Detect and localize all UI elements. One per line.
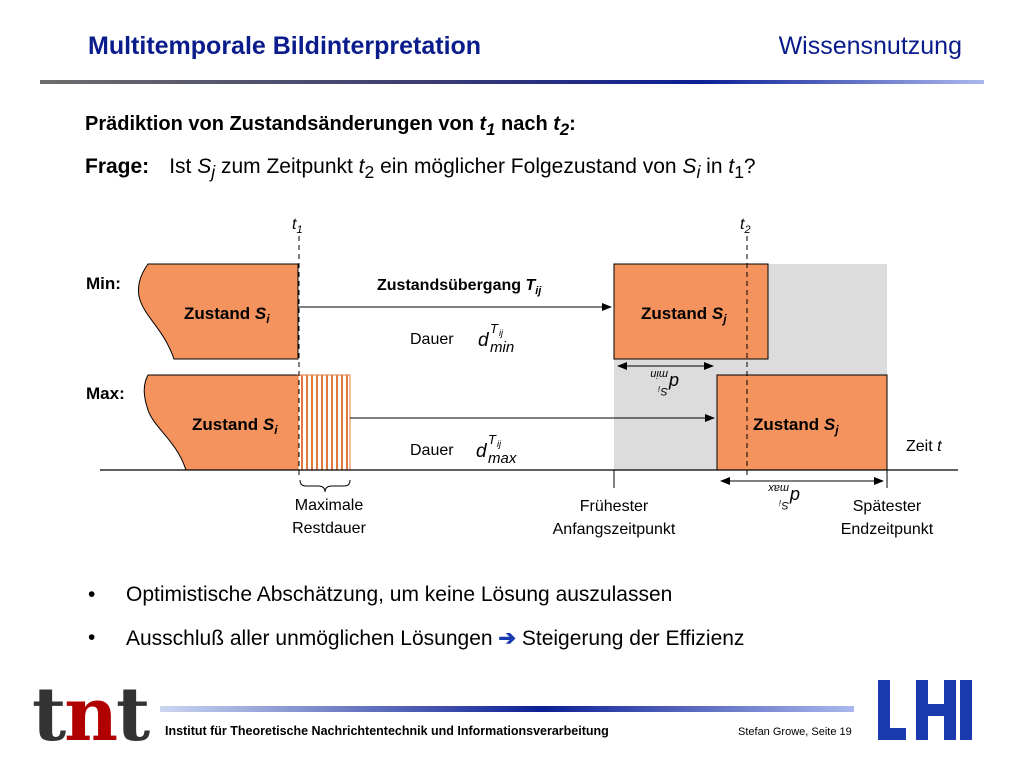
latest-label-2: Endzeitpunkt <box>840 521 934 538</box>
footer-divider <box>160 706 854 712</box>
bullet-item <box>88 626 744 669</box>
tnt-logo-t1: t <box>32 672 65 758</box>
question-two: 2 <box>364 162 375 183</box>
tnt-logo-t2: t <box>116 672 149 758</box>
tnt-logo-n: n <box>64 672 116 758</box>
footer-author-page: Stefan Growe, Seite 19 <box>738 726 852 738</box>
dmax-mirrored-label <box>768 482 800 511</box>
subtitle-prefix: Prädiktion von Zustandsänderungen von <box>85 113 480 135</box>
duration-max-word: Dauer <box>410 442 454 459</box>
rest-duration-brace <box>300 480 350 492</box>
t1-label: $t_1$ <box>292 216 303 236</box>
duration-min-word: Dauer <box>410 331 454 348</box>
question-part1: Ist <box>169 155 198 178</box>
earliest-label-2: Anfangszeitpunkt <box>552 521 676 538</box>
d-max-sup-T: T <box>488 432 496 447</box>
question-t-b: t <box>728 155 735 178</box>
d-min-sup-T: T <box>490 321 498 336</box>
subtitle-suffix: : <box>569 113 576 135</box>
footer-institute: Institut für Theoretische Nachrichtentechnik und Informationsverarbeitung <box>165 724 609 738</box>
svg-text:d: d <box>789 486 800 506</box>
d-min-symbol: d <box>478 330 489 351</box>
transition-label: Zustandsübergang $T_{ij}$ <box>377 277 542 297</box>
subtitle-middle: nach <box>495 113 554 135</box>
max-rest-label-1: Maximale <box>294 497 364 514</box>
bullet-icon: • <box>88 583 96 606</box>
bullet-list <box>88 583 744 669</box>
state-sj-max-label: Zustand $S_j$ <box>753 415 839 437</box>
t2-label: $t_2$ <box>740 216 751 236</box>
question-j: j <box>211 162 216 183</box>
question-label: Frage: <box>85 155 150 178</box>
svg-text:i: i <box>779 498 781 507</box>
max-rest-duration-block <box>298 375 350 470</box>
question-i: i <box>696 162 701 183</box>
right-arrow-icon: ➔ <box>498 627 517 650</box>
question-S: S <box>197 155 212 178</box>
d-max-sub: max <box>488 450 517 467</box>
subtitle-t1-sub: 1 <box>486 120 496 139</box>
bullet-text-pre: Ausschluß aller unmöglichen Lösungen <box>126 627 499 650</box>
svg-text:max: max <box>768 482 789 494</box>
shade-upper <box>768 264 887 359</box>
question-part5: ? <box>743 155 756 178</box>
slide-title: Multitemporale Bildinterpretation <box>88 32 482 60</box>
subtitle-t2: t <box>553 113 560 135</box>
question-part2: zum Zeitpunkt <box>215 155 359 178</box>
bullet-icon: • <box>88 626 96 649</box>
row-min-label: Min: <box>86 274 121 293</box>
subtitle-t2-sub: 2 <box>559 120 570 139</box>
d-max-sup-ij: ij <box>497 439 501 449</box>
max-rest-label-2: Restdauer <box>292 520 366 537</box>
question-t: t <box>358 155 365 178</box>
question-part4: in <box>700 155 729 178</box>
row-max-label: Max: <box>86 384 125 403</box>
latest-label-1: Spätester <box>852 498 922 515</box>
luh-logo <box>878 680 972 740</box>
svg-text:S: S <box>781 499 789 511</box>
tnt-logo <box>32 672 149 758</box>
time-axis-label: Zeit t <box>906 438 942 455</box>
question-S2: S <box>682 155 697 178</box>
state-si-min-label: Zustand $S_i$ <box>184 304 270 326</box>
bullet-item <box>88 583 744 626</box>
question-one: 1 <box>734 162 744 183</box>
section-title: Wissensnutzung <box>778 32 962 60</box>
bullet-text: Optimistische Abschätzung, um keine Lösung auszulassen <box>126 583 673 606</box>
question-part3: ein möglicher Folgezustand von <box>374 155 683 178</box>
svg-text:S: S <box>660 385 668 397</box>
subtitle-t1: t <box>479 113 487 135</box>
d-min-sup-ij: ij <box>499 328 503 338</box>
state-si-max-label: Zustand $S_i$ <box>192 415 278 437</box>
svg-text:i: i <box>658 384 660 393</box>
svg-text:d: d <box>668 372 679 392</box>
d-min-sub: min <box>490 339 515 356</box>
svg-text:min: min <box>650 368 668 380</box>
d-max-symbol: d <box>476 441 487 462</box>
earliest-label-1: Frühester <box>579 498 649 515</box>
bullet-text-post: Steigerung der Effizienz <box>516 627 745 650</box>
state-sj-min-label: Zustand $S_j$ <box>641 304 727 326</box>
